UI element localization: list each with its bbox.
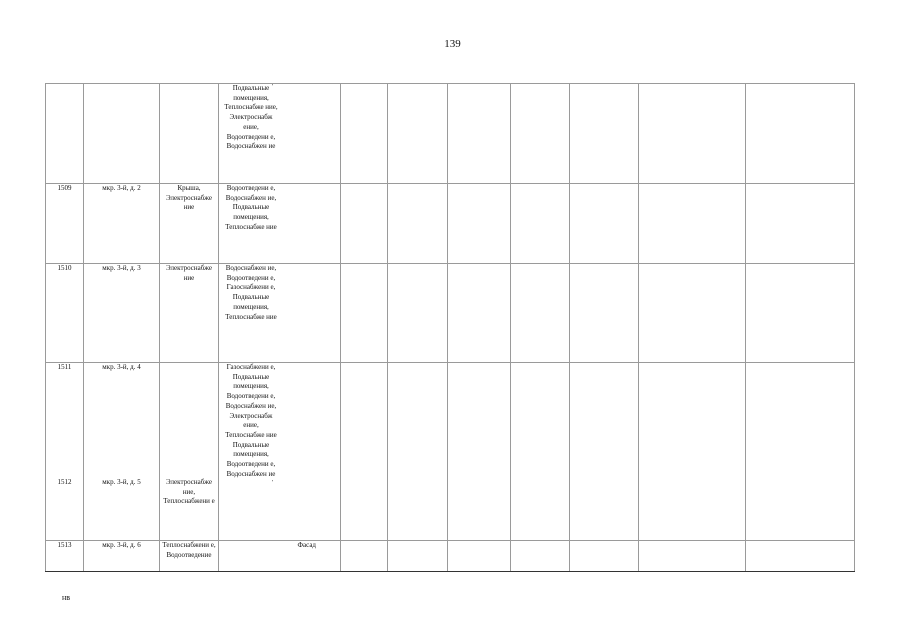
table-row: [46, 264, 855, 363]
empty-cell: [746, 184, 855, 264]
row-systems: Водоснабжен ие, Водоотведени е, Газоснабжени е, Подвальные помещения, Теплоснабже ние: [219, 264, 341, 363]
row-address: мкр. 3-й, д. 6: [84, 541, 160, 572]
empty-cell: [448, 363, 511, 541]
repair-register-table: [45, 83, 855, 572]
empty-cell: [448, 264, 511, 363]
table-row: [46, 184, 855, 264]
stray-mark: ': [272, 84, 274, 90]
empty-cell: [639, 363, 746, 541]
row-elements: Электроснабже ние: [160, 264, 219, 363]
row-number: 1511 1512: [46, 363, 84, 541]
table-row: [46, 541, 855, 572]
empty-cell: [511, 541, 570, 572]
row-systems: Газоснабжени е, Подвальные помещения, Водоотведени е, Водоснабжен ие, Электроснабж ение, Теплоснабже ние Подвальные помещения, Водоотведени е, Водоснабжен ие: [219, 363, 341, 541]
empty-cell: [639, 84, 746, 184]
row-systems: Водоотведени е, Водоснабжен ие, Подвальные помещения, Теплоснабже ние: [219, 184, 341, 264]
row-number: 1509: [46, 184, 84, 264]
empty-cell: [388, 184, 448, 264]
row-elements: [160, 84, 219, 184]
row-address: мкр. 3-й, д. 2: [84, 184, 160, 264]
empty-cell: [448, 184, 511, 264]
empty-cell: [570, 541, 639, 572]
footer-note: нв: [62, 593, 71, 602]
empty-cell: [511, 264, 570, 363]
empty-cell: [388, 264, 448, 363]
empty-cell: [570, 363, 639, 541]
table-row: [46, 363, 855, 541]
stray-mark: ': [272, 480, 274, 486]
row-address: мкр. 3-й, д. 4 мкр. 3-й, д. 5: [84, 363, 160, 541]
empty-cell: [570, 184, 639, 264]
row-systems: Подвальные помещения, Теплоснабже ние, Электроснабж ение, Водоотведени е, Водоснабжен ие: [219, 84, 341, 184]
empty-cell: [388, 541, 448, 572]
row-address: мкр. 3-й, д. 3: [84, 264, 160, 363]
row-elements: Крыша, Электроснабже ние: [160, 184, 219, 264]
row-elements: Электроснабже ние, Теплоснабжени е: [160, 363, 219, 541]
empty-cell: [511, 184, 570, 264]
empty-cell: [341, 264, 388, 363]
empty-cell: [746, 541, 855, 572]
table-row: [46, 84, 855, 184]
empty-cell: [511, 363, 570, 541]
empty-cell: [388, 84, 448, 184]
empty-cell: [341, 84, 388, 184]
row-number: 1510: [46, 264, 84, 363]
empty-cell: [341, 363, 388, 541]
empty-cell: [746, 84, 855, 184]
empty-cell: [511, 84, 570, 184]
empty-cell: [639, 184, 746, 264]
empty-cell: [746, 363, 855, 541]
page-number: 139: [444, 38, 461, 50]
empty-cell: [448, 541, 511, 572]
empty-cell: [341, 184, 388, 264]
row-elements: Теплоснабжени е, Водоотведение: [160, 541, 219, 572]
row-address: [84, 84, 160, 184]
empty-cell: [746, 264, 855, 363]
row-number: [46, 84, 84, 184]
empty-cell: [448, 84, 511, 184]
empty-cell: [388, 363, 448, 541]
empty-cell: [570, 264, 639, 363]
empty-cell: [570, 84, 639, 184]
row-number: 1513: [46, 541, 84, 572]
row-systems: Фасад: [219, 541, 341, 572]
empty-cell: [639, 264, 746, 363]
empty-cell: [341, 541, 388, 572]
empty-cell: [639, 541, 746, 572]
